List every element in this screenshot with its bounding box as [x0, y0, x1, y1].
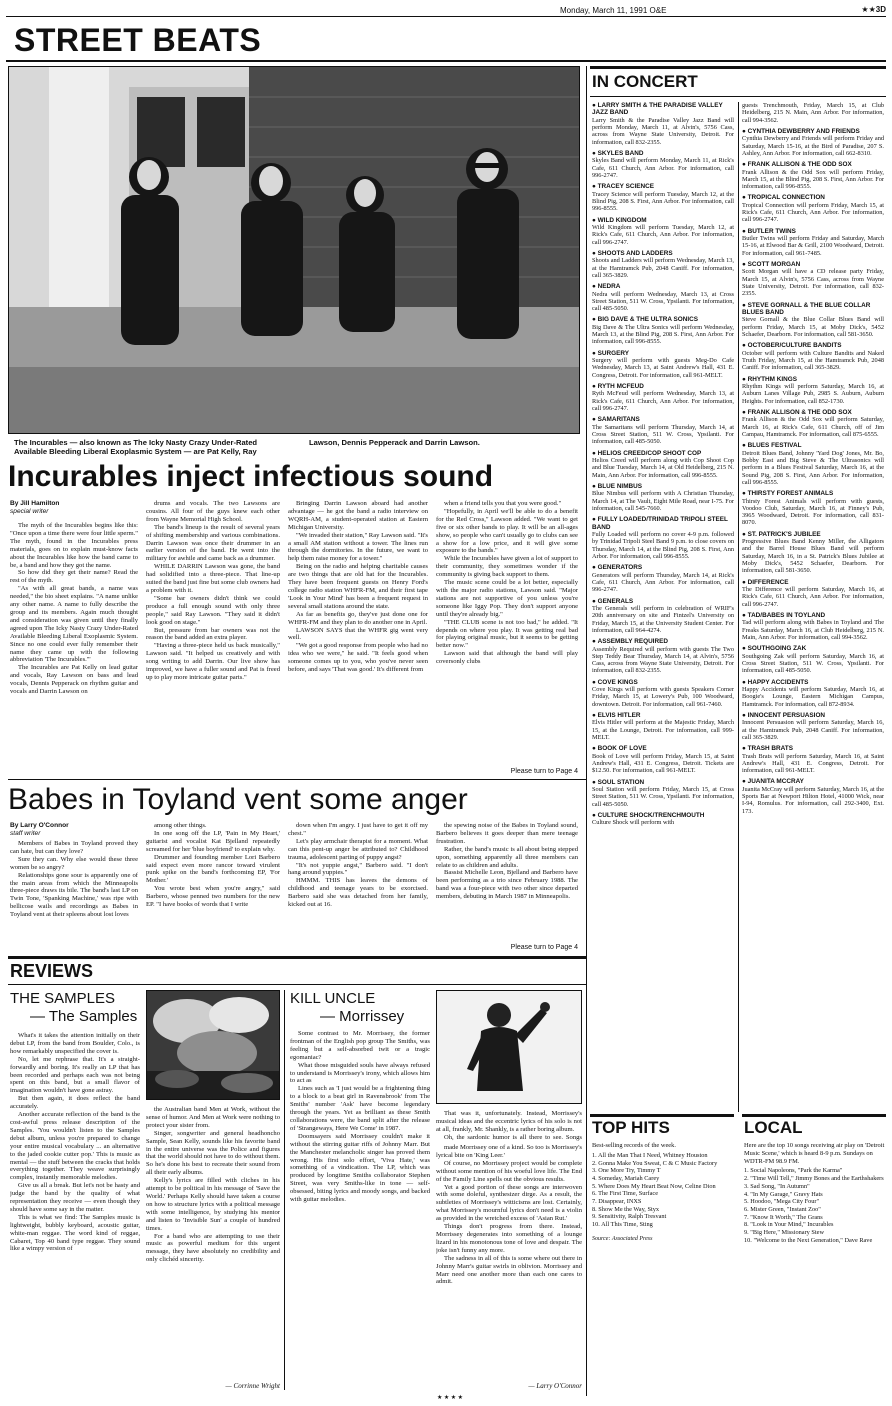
- second-col4-p3: Bassist Michelle Leon, Bjelland and Barbero have been performing as a trio since February 1988. The band was a four-piece with two other since departed members, debuting in March 1987 in Minneapolis.: [436, 869, 578, 901]
- concert-act: ● GENERATORS: [592, 564, 734, 571]
- lead-col1-p4: The Incurables are Pat Kelly on lead guitar and vocals, Ray Lawson on bass and lead vocals, Dennis Pepperack on rhythm guitar and vocals and Darrin Lawson on: [10, 664, 138, 696]
- lead-col4-p6: Lawson said that although the band will play coversonly clubs: [436, 650, 578, 666]
- local-item: 9. "Big Here," Missionary Stew: [744, 1229, 824, 1237]
- samples-col-2: [146, 1106, 280, 1380]
- in-concert-title: IN CONCERT: [592, 72, 698, 91]
- lead-col3-p5: LAWSON SAYS that the WHFR gig went very well.: [288, 626, 428, 642]
- concert-act: ● ELVIS HITLER: [592, 712, 734, 719]
- in-concert-top-rule: [590, 66, 886, 69]
- concert-listing: [742, 778, 884, 815]
- top-hit-item: 3. One More Try, Timmy T: [592, 1167, 661, 1175]
- reviews-rule: [8, 956, 586, 959]
- concert-details: Progressive Blues Band Kenny Miller, the Alligators and the Barrel House Blues Band will perform Saturday, March 16, in a St. Patrick's Blues Jubilee at Moby Dick's, 5452 Schaefer, Dearborn. For information, call 581-3650.: [742, 538, 884, 575]
- lead-col2-p2: The band's lineup is the result of several years of shifting membership and various combinations. Darrin Lawson was once their drummer in an earlier version of the band. He went into the military for awhile and came back as a drummer.: [146, 523, 280, 563]
- concert-details: Helios Creed will perform along with Cop Shoot Cop and Blue Tuesday, March 14, at Old Heidelberg, 215 N. Main, Ann Arbor. For information, call 996-8555.: [592, 457, 734, 479]
- concert-listing: [592, 679, 734, 708]
- concert-listing: [592, 812, 734, 827]
- second-col2-p2: In one song off the LP, 'Pain in My Heart,' guitarist and vocalist Kat Bjelland repeatedly screamed for her 'blue boyfriend' to explain why.: [146, 829, 280, 853]
- top-hit-item: 6. The First Time, Surface: [592, 1190, 659, 1198]
- morrissey-col1-p4: Doomsayers said Morrissey couldn't make it without the stirring guitar riffs of Johnny Marr. But the Manchester melancholic singer has proved them wrong. His first solo effort, 'Viva Hate,' was something of a vindication. The LP, which was produced by longtime Smiths collaborator Stephen Street, was very Smiths-like in tone — self-obsessed, biting lyrics and moody songs, and backed with guitar melodies.: [290, 1132, 430, 1204]
- concert-listing: [592, 350, 734, 379]
- concert-details: guests Trenchmouth, Friday, March 15, at Club Heidelberg, 215 N. Main, Ann Arbor. For information, call 994-3562.: [742, 102, 884, 124]
- concert-listing: [742, 645, 884, 674]
- top-hit-item: 2. Gonna Make You Sweat, C & C Music Factory: [592, 1159, 718, 1167]
- concert-details: The Samaritans will perform Thursday, March 14, at Cross Street Station, 511 W. Cross, Ypsilanti. For information, call 485-5050.: [592, 423, 734, 446]
- top-hits-rule: [590, 1114, 734, 1117]
- concert-details: The Generals will perform in celebration of WRIF's 20th anniversary on site and Fintzel's University on Friday, March 15, at the University Student Center. For information, call 964-4274.: [592, 604, 734, 634]
- lead-col1-p1: The myth of the Incurables begins like this: "Once upon a time there were four little sperm." The myth, found in the Incurables press materials, goes on to explain must-know facts about the Incurables like how the band came to be, a band and how they got the name.: [10, 522, 138, 569]
- concert-details: Tracey Science will perform Tuesday, March 12, at the Blind Pig, 208 S. First, Ann Arbor. For information, call 996-8555.: [592, 190, 734, 213]
- second-jump-link[interactable]: Please turn to Page 4: [510, 944, 578, 951]
- local-item: 8. "Look in Your Mind," Incurables: [744, 1221, 834, 1229]
- concert-listing: [592, 779, 734, 808]
- top-hit-item: 8. Show Me the Way, Styx: [592, 1205, 660, 1213]
- concert-listing: [592, 712, 734, 741]
- lead-bottom-rule: [8, 779, 586, 780]
- concert-listing: [742, 679, 884, 708]
- morrissey-col-1: [290, 1030, 430, 1390]
- local-list: [744, 1167, 886, 1244]
- concert-act: ● ST. PATRICK'S JUBILEE: [742, 531, 884, 538]
- top-hit-item: 5. Where Does My Heart Beat Now, Celine Dion: [592, 1182, 716, 1190]
- concert-listing: [742, 712, 884, 741]
- concert-act: ● TAD/BABES IN TOYLAND: [742, 612, 884, 619]
- second-col-4: [436, 822, 578, 946]
- concert-details: Fully Loaded will perform no cover 4-9 p.m. followed by Trinidad Tripoli Steel Band 9 p.m. to close covers on Thursday, March 14, at the Blind Pig, 208 S. First, Ann Arbor. For information, call 996-8555.: [592, 531, 734, 560]
- reviews-title: REVIEWS: [10, 961, 94, 981]
- concert-act: ● SAMARITANS: [592, 416, 734, 423]
- local-item: 2. "Time Will Tell," Jimmy Bones and the Earthshakers: [744, 1175, 884, 1183]
- concert-act: ● BOOK OF LOVE: [592, 745, 734, 752]
- concert-listing: [742, 194, 884, 223]
- concert-listing: [742, 342, 884, 371]
- samples-col1-p4: Another accurate reflection of the band is the cost-awful press release description of the Samples. 'You wouldn't listen to the Samples debut album, unless you're prepared to change your entire musical vocabulary ... an alternative to the jaded cookie cutter pop.' This is music as mental — the stuff between the cracks that holds everything together. They weave surprisingly complex, instantly memorable melodies.: [10, 1111, 140, 1182]
- lead-col3-p6: "We got a good response from people who had no idea who we were," he said. "It feels good when someone comes up to you, who you've never seen before, and says 'That was good.' It's different from: [288, 642, 428, 674]
- concert-details: Detroit Blues Band, Johnny 'Yard Dog' Jones, Mr. Bo, Bobby East and Big Steve & The Ultrasonics will perform in a Blues Festival Saturday, March 16, at the Sound Pig, 208 S. First, Ann Arbor. For information, call 996-8555.: [742, 449, 884, 486]
- concert-act: ● THIRSTY FOREST ANIMALS: [742, 490, 884, 497]
- local-title: LOCAL: [744, 1118, 803, 1137]
- concert-listing: [592, 416, 734, 445]
- morrissey-col1-p3: Lines such as 'I just would be a frightening thing to a block to a beat girl in Ravensbrook' from The Smiths' number 'Ask' have become legendary through the years. Yet as brilliant as these Smith collaborations were, the band split after the release of 'Strangeways, Here We Come' in 1987.: [290, 1085, 430, 1132]
- lead-col1-p3: "As with all great bands, a name was needed," the bio sheet explains. "A name unlike any other name. A name to fully describe the group and its members. Again much thought and consideration was given until they finally agreed upon The Icky Nasty Crazy Under-Rated Available Bleeding Liberal Exoplasmic System. Since no one could ever fully remember their name they came up with the following abbreviation 'The Incurables.'": [10, 585, 138, 664]
- morrissey-signoff: — Larry O'Connor: [528, 1382, 582, 1390]
- concert-act: ● INNOCENT PERSUASION: [742, 712, 884, 719]
- top-hit-item: 4. Someday, Mariah Carey: [592, 1174, 660, 1182]
- top-hit-item: 9. Sensitivity, Ralph Tresvant: [592, 1213, 667, 1221]
- second-author-role: staff writer: [10, 830, 41, 837]
- concert-listing: [742, 261, 884, 298]
- second-col-3: [288, 822, 428, 952]
- section-rule: [6, 60, 886, 62]
- concert-act: ● SKYLES BAND: [592, 150, 734, 157]
- concert-details: Surgery will perform with guests Meg-Do Cafe Wednesday, March 13, at Saint Andrew's Hall, 431 E. Congress, Detroit. For information, call 961-MELT.: [592, 357, 734, 379]
- samples-cover-image: [147, 991, 280, 1100]
- top-hit-item: 1. All the Man That I Need, Whitney Houston: [592, 1151, 708, 1159]
- concert-act: ● RYTH MCFEUD: [592, 383, 734, 390]
- in-concert-col-2: [742, 102, 884, 1110]
- lead-col3-p4: As far as benefits go, they've just done one for WHFR-FM and they plan to do another one in April.: [288, 610, 428, 626]
- lead-author: By Jill Hamilton: [10, 500, 60, 507]
- second-col-2: [146, 822, 280, 952]
- samples-col-1: [10, 1032, 140, 1388]
- concert-act: ● HELIOS CREED/COP SHOOT COP: [592, 450, 734, 457]
- reviews-divider: [284, 990, 285, 1390]
- second-byline: [10, 822, 138, 838]
- concert-details: Tropical Connection will perform Friday, March 15, at Rick's Cafe, 611 Church, Ann Arbor. For information, call 996-2747.: [742, 201, 884, 224]
- concert-details: Blue Nimbus will perform with A Christian Thursday, March 14, at The Vault, Eight Mile Road, near I-75. For information, call 545-7660.: [592, 490, 734, 512]
- samples-artist: — The Samples: [30, 1008, 138, 1025]
- concert-act: ● NEDRA: [592, 283, 734, 290]
- top-hit-item: 10. All This Time, Sting: [592, 1221, 653, 1229]
- concert-details: Thirsty Forest Animals will perform with guests, Voodoo Club, Saturday, March 16, at Finney's Pub, 3965 Woodward, Detroit. For information, call 831-8070.: [742, 497, 884, 527]
- concert-listing: [592, 483, 734, 512]
- morrissey-title: KILL UNCLE: [290, 990, 376, 1007]
- samples-title: THE SAMPLES: [10, 990, 116, 1007]
- concert-act: ● COVE KINGS: [592, 679, 734, 686]
- lead-headline: Incurables inject infectious sound: [8, 460, 494, 493]
- lead-col-2: [146, 500, 280, 774]
- in-concert-col-divider: [738, 102, 739, 1112]
- lead-col3-p1: Bringing Darrin Lawson aboard had another advantage — he got the band a radio interview on WQRH-AM, a student-operated station at Eastern Michigan University.: [288, 500, 428, 531]
- concert-act: ● SOUTHGOING ZAK: [742, 645, 884, 652]
- local-item: 10. "Welcome to the Next Generation," Dave Rave: [744, 1236, 873, 1244]
- lead-author-role: special writer: [10, 508, 49, 515]
- second-col1-p3: Relationships gone sour is apparently one of the main areas from which the Minneapolis three-piece draws its bile. The band's last LP on Twin Tone, 'Spanking Machine,' was ripe with bellicose wails and recordings as Babes in Toyland vent at their spleens about lost loves: [10, 871, 138, 919]
- morrissey-col-2: [436, 1110, 582, 1142]
- local-rule: [742, 1114, 886, 1117]
- concert-details: Frank Allison & the Odd Sox will perform Friday, March 15, at the Blind Pig, 208 S. First, Ann Arbor. For information, call 996-8555.: [742, 168, 884, 191]
- second-col1-p2: Sure they can. Why else would these three women be so angry?: [10, 855, 138, 871]
- concert-details: Southgoing Zak will perform Saturday, March 16, at Cross Street Station, 511 W. Cross, Ypsilanti. For information, call 485-5050.: [742, 652, 884, 675]
- second-col2-p4: You wrote best when you're angry," said Barbero, whose penned two numbers for the new EP. "I have books of words that I write: [146, 885, 280, 909]
- page-number: ★★3D: [861, 5, 886, 14]
- lead-col2-p4: "Some bar owners didn't think we could produce a full enough sound with only three people," said Ray Lawson. "They said it didn't look good on stage.": [146, 594, 280, 626]
- second-col3-p2: Let's play armchair therapist for a moment. What can this pent-up anger be attributed to? Childhood trauma, adolescent parting of puppy angst?: [288, 837, 428, 861]
- lead-col-4: [436, 500, 578, 766]
- concert-listing: [592, 250, 734, 279]
- concert-listing: [592, 283, 734, 312]
- concert-details: Big Dave & The Ultra Sonics will perform Wednesday, March 13, at the Blind Pig, 208 S. First, Ann Arbor. For information, call 996-8555.: [592, 323, 734, 346]
- local-item: 4. "In My Garage," Gravy Hats: [744, 1190, 823, 1198]
- concert-details: Innocent Persuasion will perform Saturday, March 16, at the Hamtramck Pub, 2048 Caniff. For information, call 365-3829.: [742, 719, 884, 741]
- concert-details: Elvis Hitler will perform at the Majestic Friday, March 15, at the Lounge, Detroit. For information, call 999-MELT.: [592, 719, 734, 742]
- concert-act: ● TRASH BRATS: [742, 745, 884, 752]
- lead-col4-p1: when a friend tells you that you were good.": [444, 500, 562, 507]
- concert-listing: [742, 531, 884, 575]
- concert-act: ● SURGERY: [592, 350, 734, 357]
- concert-listing: [742, 442, 884, 486]
- local-item: 5. Hoodoo, "Mega City Four": [744, 1198, 820, 1206]
- concert-act: ● FRANK ALLISON & THE ODD SOX: [742, 409, 884, 416]
- top-hits-credit: Source: Associated Press: [592, 1235, 653, 1242]
- concert-act: ● STEVE GORNALL & THE BLUE COLLAR BLUES BAND: [742, 302, 884, 317]
- concert-details: Generators will perform Thursday, March 14, at Rick's Cafe, 611 Church, Ann Arbor. For information, call 996-2747.: [592, 571, 734, 594]
- top-hits-list: [592, 1152, 734, 1229]
- concert-act: ● WILD KINGDOM: [592, 217, 734, 224]
- concert-listing: [592, 745, 734, 774]
- top-hit-item: 7. Disappear, INXS: [592, 1198, 642, 1206]
- concert-act: ● HAPPY ACCIDENTS: [742, 679, 884, 686]
- lead-jump-link[interactable]: Please turn to Page 4: [510, 768, 578, 775]
- lead-col4-p3: While the Incurables have given a lot of support to their community, they sometimes wonder if the community is giving back support to them.: [436, 555, 578, 579]
- samples-col1-p1: What's it takes the attention initially on their debut LP, from the band from Boulder, Colo., is how remarkably unspecified the cover is.: [10, 1032, 140, 1055]
- concert-details: Nedra will perform Wednesday, March 13, at Cross Street Station, 511 W. Cross, Ypsilanti. For information, call 485-5050.: [592, 290, 734, 313]
- local-box: [744, 1142, 886, 1392]
- lead-col2-p5: But, pressure from bar owners was not the reason the band added an extra player.: [146, 626, 280, 642]
- second-col3-p4: HMMM. THIS has leaves the demons of childhood and teenage years to be exorcised. Barbero said she was detached from her family, kicked out at 16.: [288, 877, 428, 909]
- lead-byline: [10, 500, 138, 516]
- concert-listing: [742, 102, 884, 124]
- concert-listing: [592, 150, 734, 179]
- concert-details: Soul Station will perform Friday, March 15, at Cross Street Station, 511 W. Cross, Ypsilanti. For information, call 485-5050.: [592, 786, 734, 808]
- page-footer-mark: ★ ★ ★ ★: [436, 1395, 463, 1401]
- issue-date: Monday, March 11, 1991 O&E: [560, 6, 667, 15]
- lead-col4-p4: The music scene could be a lot better, especially with the major radio stations, Lawson said. "Major stations are not supportive of you unless you're someone like Iggy Pop. They don't support anyone until they're already big.": [436, 579, 578, 618]
- lead-col4-p5: "THE CLUB scene is not too bad," he added. "It depends on where you play. It was getting real bad for playing original music, but it seems to be getting better now.": [436, 618, 578, 650]
- concert-listing: [742, 228, 884, 257]
- concert-listing: [592, 383, 734, 412]
- section-title: STREET BEATS: [14, 22, 262, 58]
- concert-listing: [592, 102, 734, 146]
- concert-act: ● TRACEY SCIENCE: [592, 183, 734, 190]
- concert-details: Tad will perform along with Babes in Toyland and The Freaks Saturday, March 16, at Club Heidelberg, 215 N. Main, Ann Arbor. For information, call 994-3562.: [742, 619, 884, 641]
- concert-act: ● OCTOBER/CULTURE BANDITS: [742, 342, 884, 349]
- concert-listing: [742, 745, 884, 774]
- local-item: 7. "Know It Worth," The Grans: [744, 1213, 823, 1221]
- morrissey-col3-p5: The sadness in all of this is some where out there in Johnny Marr's guitar swirls in oblivion. Morrissey and Marr need one another more than each one cares to admit.: [436, 1254, 582, 1286]
- second-col3-p3: "It's not yuppie angst," Barbero said. "I don't hang around yuppies.": [288, 861, 428, 877]
- concert-details: Culture Shock will perform with: [592, 819, 675, 827]
- concert-act: ● TROPICAL CONNECTION: [742, 194, 884, 201]
- lead-col-1: [10, 522, 138, 774]
- in-concert-under-rule: [590, 96, 886, 97]
- concert-details: Happy Accidents will perform Saturday, March 16, at Boogie's Lounge, Eastern Michigan Campus, Hamtramck. For information, call 872-8934.: [742, 685, 884, 708]
- morrissey-col1-p1: Some contrast to Mr. Morrissey, the former frontman of the English pop group The Smiths, was feeling but a self-absorbed twit or a tragic egomaniac?: [290, 1030, 430, 1061]
- morrissey-col1-p2: What those misguided souls have always refused to understand is Morrissey's irony, which allows him to act as: [290, 1061, 430, 1085]
- concert-details: October will perform with Culture Bandits and Naked Truth Friday, March 15, at the Hamtramck Pub, 2048 Caniff. For information, call 365-3829.: [742, 349, 884, 372]
- samples-album-cover: [146, 990, 280, 1100]
- second-col4-p2: Rather, the band's music is all about being stepped upon, something apparently all three members can relate to as children and adults.: [436, 845, 578, 869]
- morrissey-col3-p2: Of course, no Morrissey project would be complete without some mention of his woeful love life. The End of the Family Line spells out the obvious results.: [436, 1159, 582, 1183]
- concert-act: ● SHOOTS AND LADDERS: [592, 250, 734, 257]
- concert-details: Butler Twins will perform Friday and Saturday, March 15-16, at Elwood Bar & Grill, 2100 Woodward, Detroit. For information, call 961-7485.: [742, 235, 884, 257]
- concert-details: Ryth McFeud will perform Wednesday, March 13, at Rick's Cafe, 611 Church, Ann Arbor. For information, call 996-2747.: [592, 390, 734, 413]
- concert-listing: [592, 516, 734, 560]
- samples-col2-p3: Kelly's lyrics are filled with cliches in his attempt to be political in his message of 'Save the World.' Perhaps Kelly should have taken a course on how to structure lyrics with a political message with some intelligence, by studying his mentor and listen to 'Invisible Sun' a couple of hundred times.: [146, 1177, 280, 1232]
- concert-listing: [742, 128, 884, 157]
- concert-act: ● CULTURE SHOCK/TRENCHMOUTH: [592, 812, 734, 819]
- concert-details: Juanita McCray will perform Saturday, March 16, at the Sports Bar at Newport Hilton Hotel, 41000 Wick, near I-94, Romulus. For information, call 292-3400, Ext. 173.: [742, 785, 884, 815]
- concert-act: ● CYNTHIA DEWBERRY AND FRIENDS: [742, 128, 884, 135]
- concert-listing: [742, 409, 884, 438]
- concert-act: ● BLUE NIMBUS: [592, 483, 734, 490]
- samples-col2-p1: the Australian band Men at Work, without the sense of humor. And Men at Work were nothing to protect your sister from.: [146, 1106, 280, 1129]
- second-col1-p1: Members of Babes in Toyland proved they can hate, but can they love?: [10, 840, 138, 855]
- top-hits-title: TOP HITS: [592, 1118, 670, 1137]
- morrissey-col3-p1: made Morrissey one of a kind. So too is Morrissey's lyrical bite on 'King Leer.': [436, 1144, 582, 1159]
- reviews-under-rule: [8, 984, 586, 985]
- samples-col1-p5: Give us all a break. But let's not be hasty and judge the band by the quality of what representation they receive — even though they should have some say in the matter.: [10, 1182, 140, 1213]
- sidebar-divider: [586, 66, 587, 1396]
- morrissey-photo: [436, 990, 582, 1104]
- lead-col2-p3: WHILE DARRIN Lawson was gone, the band had solidified into a three-piece. That line-up suited the band just fine but some club owners had a problem with it.: [146, 563, 280, 594]
- concert-listing: [592, 598, 734, 635]
- concert-listing: [592, 316, 734, 345]
- concert-act: ● FRANK ALLISON & THE ODD SOX: [742, 161, 884, 168]
- concert-details: Scott Morgan will have a CD release party Friday, March 15, at Alvin's, 5756 Cass, across from Wayne State University, Detroit. For information, call 832-2355.: [742, 268, 884, 298]
- morrissey-col3-p4: Things don't progress from there. Instead, Morrissey degenerates into something of a lounge lizard in his monotonous tone of love and despair. The joke isn't funny any more.: [436, 1223, 582, 1254]
- local-item: 3. Sad Song, "In Autumn": [744, 1182, 810, 1190]
- samples-col1-p3: But then again, it does reflect the band accurately.: [10, 1095, 140, 1111]
- lead-col3-p2: "We invaded their station," Ray Lawson said. "It's a small AM station without a tower. The lines run through the dormitories. In the future, we want to help them raise money for a tower.": [288, 531, 428, 563]
- concert-act: ● BIG DAVE & THE ULTRA SONICS: [592, 316, 734, 323]
- samples-col1-p2: No, let me rephrase that. It's a straight-forwardly and boring. It's really an LP that has been recorded and perhaps each was not being spent on this band, but a small flavor of imagination wouldn't have gone astray.: [10, 1055, 140, 1095]
- concert-listing: [592, 450, 734, 479]
- concert-details: Rhythm Kings will perform Saturday, March 16, at Auburn Lanes Village Pub, 2985 S. Auburn, Auburn Heights. For information, call 852-1730.: [742, 383, 884, 405]
- second-col2-p1: among other things.: [154, 822, 207, 829]
- second-col3-p1: down when I'm angry. I just have to get it off my chest.": [288, 822, 428, 837]
- lead-col4-p2: "Hopefully, in April we'll be able to do a benefit for the Red Cross," Lawson added. "We want to get five or six other bands to play. It will be an all-ages show, so people who can't usually go to clubs can see a show for a low price, and it will give some exposure to the bands.": [436, 507, 578, 555]
- concert-details: Assembly Required will perform with guests The Two Step Teddy Bear Thursday, March 14, at Alvin's, 5756 Cass, across from Wayne State University, Detroit. For information, call 832-2355.: [592, 645, 734, 675]
- concert-details: Cove Kings will perform with guests Speakers Corner Friday, March 15, at Lowery's Pub, 100 Woodward, downtown. Detroit. For information, call 961-7460.: [592, 686, 734, 708]
- lead-col-3: [288, 500, 428, 774]
- morrissey-col2-p1: That was it, unfortunately. Instead, Morrissey's musical ideas and the eccentric lyrics of his solo is not at all, frankly, Mr. Shankly, is a rather boring album.: [436, 1110, 582, 1133]
- concert-details: Cynthia Dewberry and Friends will perform Friday and Saturday, March 15-16, at the Bird of Paradise, 207 S. Ashley, Ann Arbor. For information, call 662-8310.: [742, 135, 884, 157]
- lead-col2-p1: drums and vocals. The two Lawsons are cousins. All four of the guys knew each other from Wayne Memorial High School.: [146, 500, 280, 523]
- second-col2-p3: Drummer and founding member Lori Barbero said expect even more rancor toward virulent punk spike on the band's forthcoming EP, 'For Mother.': [146, 853, 280, 885]
- concert-listing: [592, 217, 734, 246]
- concert-act: ● JUANITA MCCRAY: [742, 778, 884, 785]
- top-hits-box: [592, 1142, 734, 1392]
- concert-details: Frank Allison & the Odd Sox will perform Saturday, March 16, at Rick's Cafe, 611 Church, off of Jim Campau, Hamtramck. For information, call 875-6555.: [742, 416, 884, 438]
- band-photo-image: [9, 67, 580, 434]
- second-col4-p1: the spewing noise of the Babes in Toyland sound, Barbero believes it goes deeper than mere teenage frustration.: [436, 822, 578, 845]
- concert-act: ● SOUL STATION: [592, 779, 734, 786]
- morrissey-photo-image: [437, 991, 582, 1104]
- concert-details: Steve Gornall & the Blue Collar Blues Band will perform Friday, March 15, at Moby Dick's, 5452 Schaefer, Dearborn. For information, call 581-3650.: [742, 316, 884, 339]
- concert-listing: [742, 161, 884, 190]
- concert-details: Trash Brats will perform Saturday, March 16, at Saint Andrew's Hall, 431 E. Congress, Detroit. For information, call 961-MELT.: [742, 752, 884, 775]
- concert-details: Shoots and Ladders will perform Wednesday, March 13, at the Hamtramck Pub, 2048 Caniff. For information, call 365-3829.: [592, 257, 734, 279]
- concert-act: ● SCOTT MORGAN: [742, 261, 884, 268]
- concert-details: Book of Love will perform Friday, March 15, at Saint Andrew's Hall, 431 E. Congress, Detroit. Tickets are $12.50. For information, call 961-MELT.: [592, 752, 734, 775]
- local-item: 1. Social Napoleons, "Park the Karma": [744, 1167, 843, 1175]
- concert-listing: [742, 376, 884, 405]
- concert-listing: [592, 183, 734, 212]
- lead-col2-p6: "Having a three-piece held us back musically," Lawson said. "It helped us creatively and with song writing to add Darrin. Our live show has improved, we have a fuller sound and Pat is freed up to play more intricate guitar parts.": [146, 642, 280, 681]
- concert-listing: [742, 490, 884, 527]
- samples-signoff: — Corrinne Wright: [225, 1382, 280, 1390]
- second-author: By Larry O'Connor: [10, 822, 69, 829]
- concert-act: ● DIFFERENCE: [742, 579, 884, 586]
- concert-details: Wild Kingdom will perform Tuesday, March 12, at Rick's Cafe, 611 Church, Ann Arbor. For information, call 996-2747.: [592, 224, 734, 246]
- concert-listing: [742, 612, 884, 641]
- morrissey-col-3: [436, 1144, 582, 1380]
- morrissey-artist: — Morrissey: [320, 1008, 405, 1025]
- concert-listing: [742, 579, 884, 608]
- second-col-1: [10, 840, 138, 952]
- morrissey-col3-p3: Yet a good portion of these songs are interwoven with some doleful, synthesizer dirge. As a result, the subtleties of Morrissey's witticisms are lost. Certainly, what Morrissey's mournful lyrics don't need is a violin as provided in the wretched excess of 'Asian Rut.': [436, 1183, 582, 1223]
- band-photo: [8, 66, 580, 434]
- concert-details: Larry Smith & the Paradise Valley Jazz Band will perform Monday, March 11, at Alvin's, 5756 Cass, across from Wayne State University, Detroit. For information, call 832-2355.: [592, 116, 734, 146]
- concert-act: ● BUTLER TWINS: [742, 228, 884, 235]
- concert-act: ● BLUES FESTIVAL: [742, 442, 884, 449]
- lead-col3-p3: Being on the radio and helping charitable causes are two things that are old hat for the Incurables. They have been frequent guests on Henry Ford's college radio station WHFR-FM, and their first tape 'Look in Your Mind' has been a frequent request in several small stations around the state.: [288, 563, 428, 610]
- concert-act: ● ASSEMBLY REQUIRED: [592, 638, 734, 645]
- concert-act: ● RHYTHM KINGS: [742, 376, 884, 383]
- local-intro: Here are the top 10 songs receiving air play on 'Detroit Music Scene,' which is heard 8-9 p.m. Sundays on WDTR-FM 98.9 FM.: [744, 1142, 885, 1165]
- samples-col2-p4: For a band who are attempting to use their music as powerful medium for this urgent message, they have absolutely no credibility and only clichéd sincerity.: [146, 1232, 280, 1264]
- second-headline: Babes in Toyland vent some anger: [8, 783, 468, 816]
- concert-listing: [742, 302, 884, 339]
- top-rule: [6, 16, 886, 17]
- in-concert-col-1: [592, 102, 734, 1110]
- concert-details: The Difference will perform Saturday, March 16, at Rick's Cafe, 611 Church, Ann Arbor. For information, call 996-2747.: [742, 586, 884, 608]
- samples-col1-p6: This is what we find: The Samples music is lightweight, bubbly keyboard, acoustic guitar, white-man reggae. The word kind of reggae, Cabaret, Top 40 band type reggae. They sound like a wimpy version of: [10, 1213, 140, 1253]
- concert-listing: [592, 564, 734, 593]
- concert-act: ● LARRY SMITH & THE PARADISE VALLEY JAZZ BAND: [592, 102, 734, 117]
- lead-col1-p2: So how did they get their name? Read the rest of the myth.: [10, 569, 138, 585]
- concert-act: ● FULLY LOADED/TRINIDAD TRIPOLI STEEL BAND: [592, 516, 734, 531]
- top-hits-intro: Best-selling records of the week.: [592, 1142, 676, 1149]
- samples-col2-p2: Singer, songwriter and general headhoncho Sample, Sean Kelly, sounds like his favorite band in the entire universe was the Police and figures that the world should not have to do without them. So he's done his best to recreate their sound from all their early albums.: [146, 1129, 280, 1177]
- morrissey-col2-p2: Oh, the sardonic humor is all there to see. Songs: [444, 1133, 582, 1141]
- concert-details: Skyles Band will perform Monday, March 11, at Rick's Cafe, 611 Church, Ann Arbor. For information, call 996-2747.: [592, 157, 734, 179]
- concert-act: ● GENERALS: [592, 598, 734, 605]
- concert-listing: [592, 638, 734, 675]
- local-item: 6. Mister Green, "Instant Zoo": [744, 1205, 821, 1213]
- photo-caption: The Incurables — also known as The Icky Nasty Crazy Under-Rated Available Bleeding Liberal Exoplasmic System — are Pat Kelly, Ray Lawson, Dennis Pepperack and Darrin Lawson.: [14, 438, 480, 457]
